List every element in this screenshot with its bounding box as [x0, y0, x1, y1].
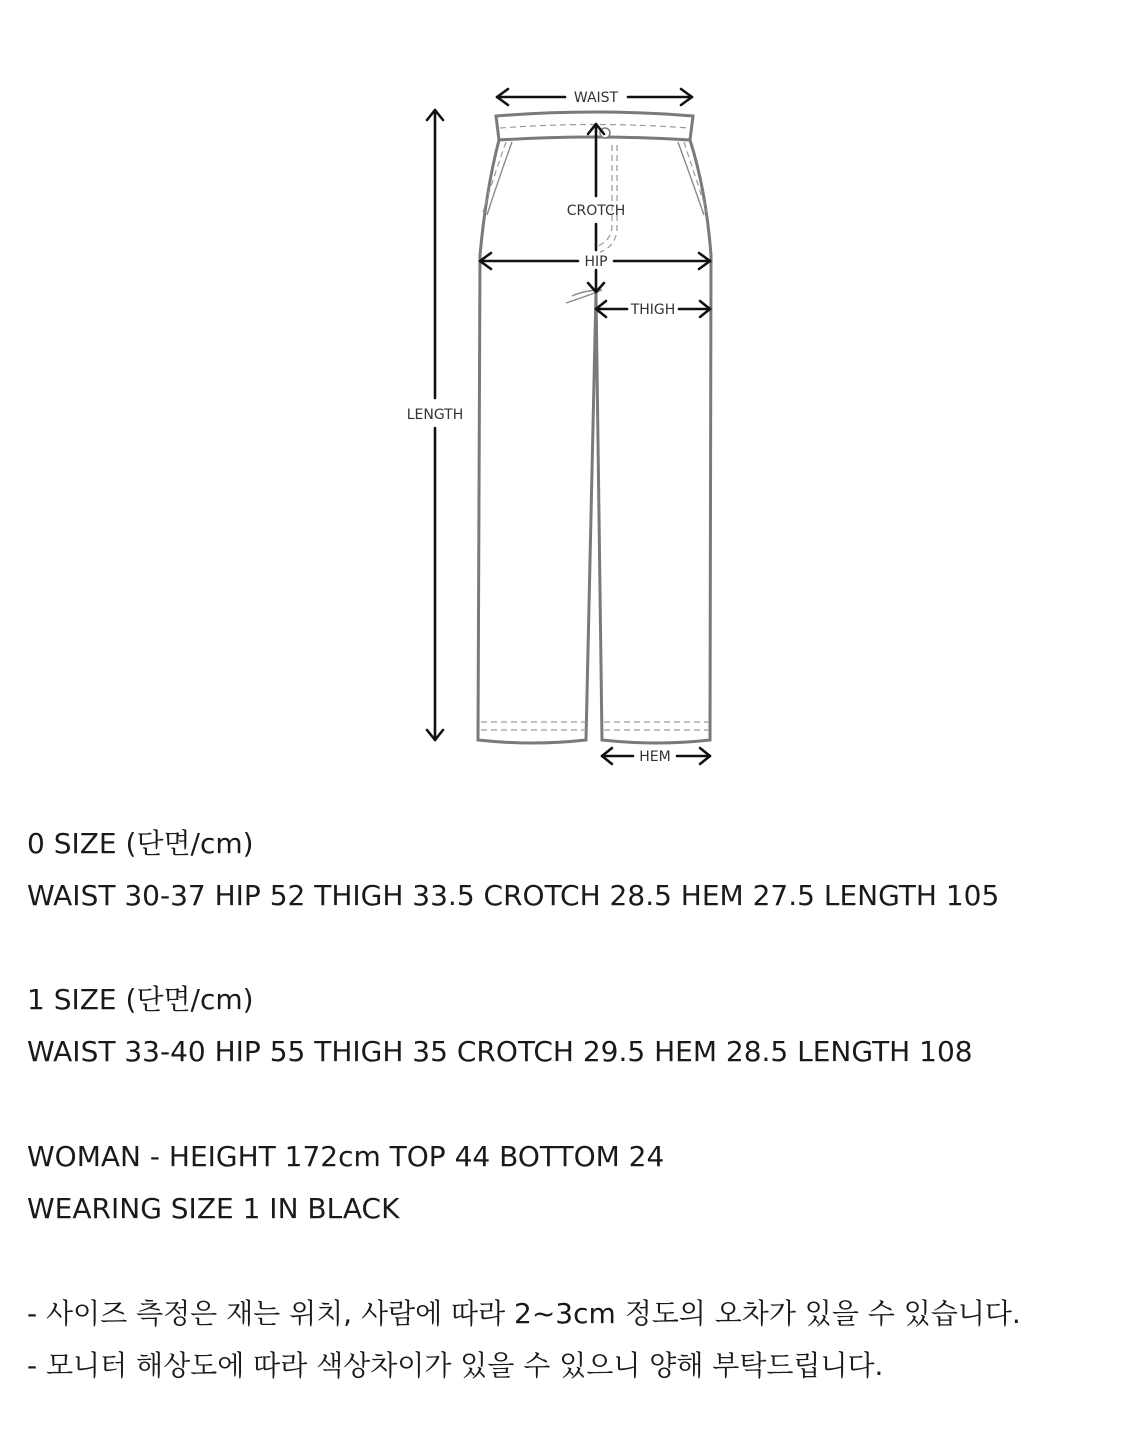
model-info-block	[27, 1131, 664, 1235]
length-label: LENGTH	[406, 407, 464, 423]
crotch-label: CROTCH	[566, 203, 626, 219]
size-1-measurements: WAIST 33-40 HIP 55 THIGH 35 CROTCH 29.5 HEM 28.5 LENGTH 108	[27, 1035, 973, 1068]
hem-label: HEM	[639, 749, 671, 765]
thigh-label: THIGH	[630, 302, 676, 318]
waist-label: WAIST	[573, 90, 619, 106]
length-measure-arrow	[427, 110, 443, 740]
hip-label: HIP	[584, 254, 608, 270]
size-0-heading: 0 SIZE (단면/cm)	[27, 827, 254, 860]
size-1-block	[27, 974, 973, 1078]
size-1-heading: 1 SIZE (단면/cm)	[27, 983, 254, 1016]
note-monitor-color: - 모니터 해상도에 따라 색상차이가 있을 수 있으니 양해 부탁드립니다.	[27, 1349, 884, 1382]
notes-block	[27, 1288, 1021, 1392]
note-measurement-tolerance: - 사이즈 측정은 재는 위치, 사람에 따라 2~3cm 정도의 오차가 있을 수 있습니다.	[27, 1297, 1021, 1330]
size-0-block	[27, 818, 999, 922]
model-info-line: WOMAN - HEIGHT 172cm TOP 44 BOTTOM 24	[27, 1140, 665, 1173]
size-0-measurements: WAIST 30-37 HIP 52 THIGH 33.5 CROTCH 28.5 HEM 27.5 LENGTH 105	[27, 879, 1000, 912]
wearing-size-line: WEARING SIZE 1 IN BLACK	[27, 1192, 400, 1225]
